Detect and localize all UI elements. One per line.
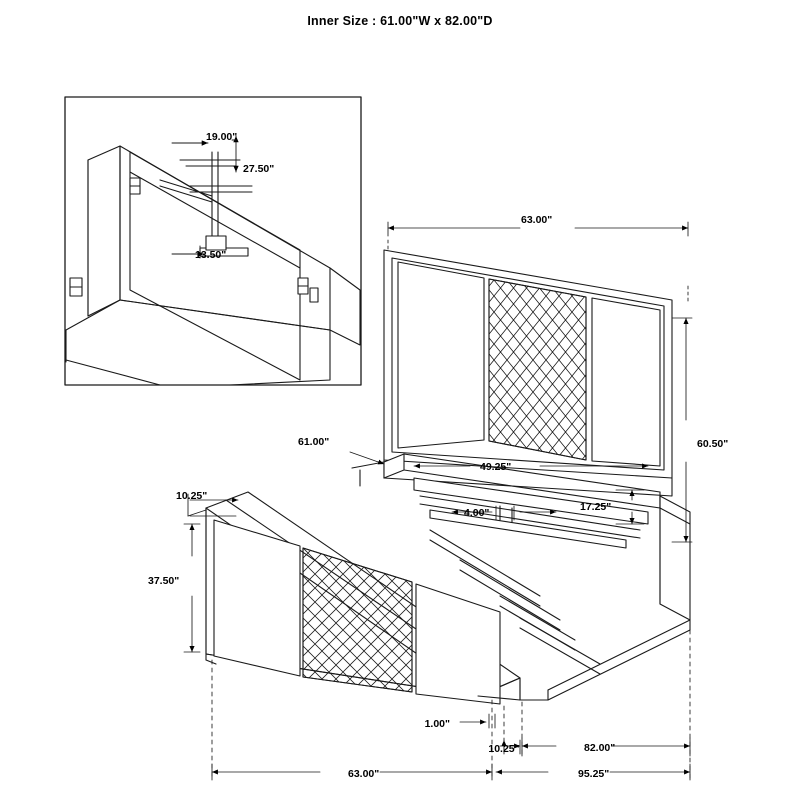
- dim-footboard-top: 10.25": [176, 490, 208, 502]
- dim-inner-width: 61.00": [298, 436, 330, 448]
- dim-rail-thickness: 1.00": [424, 718, 450, 730]
- dim-slat-span: 49.25": [480, 461, 512, 473]
- dim-27-5: 27.50": [243, 163, 275, 175]
- dim-headboard-height: 60.50": [697, 438, 729, 450]
- dim-bottom-width: 63.00": [348, 768, 380, 780]
- dim-13-5: 13.50": [195, 249, 227, 261]
- dim-headboard-width: 63.00": [521, 214, 553, 226]
- page-title: Inner Size : 61.00"W x 82.00"D: [307, 14, 493, 28]
- dim-side-offset: 10.25": [488, 743, 520, 755]
- headboard: [384, 250, 672, 496]
- dim-bed-length: 82.00": [584, 742, 616, 754]
- dim-19: 19.00": [206, 131, 238, 143]
- dim-overall-length: 95.25": [578, 768, 610, 780]
- dim-footboard-height: 37.50": [148, 575, 180, 587]
- dim-slat-height: 17.25": [580, 501, 612, 513]
- dim-center-support: 4.00": [464, 507, 490, 519]
